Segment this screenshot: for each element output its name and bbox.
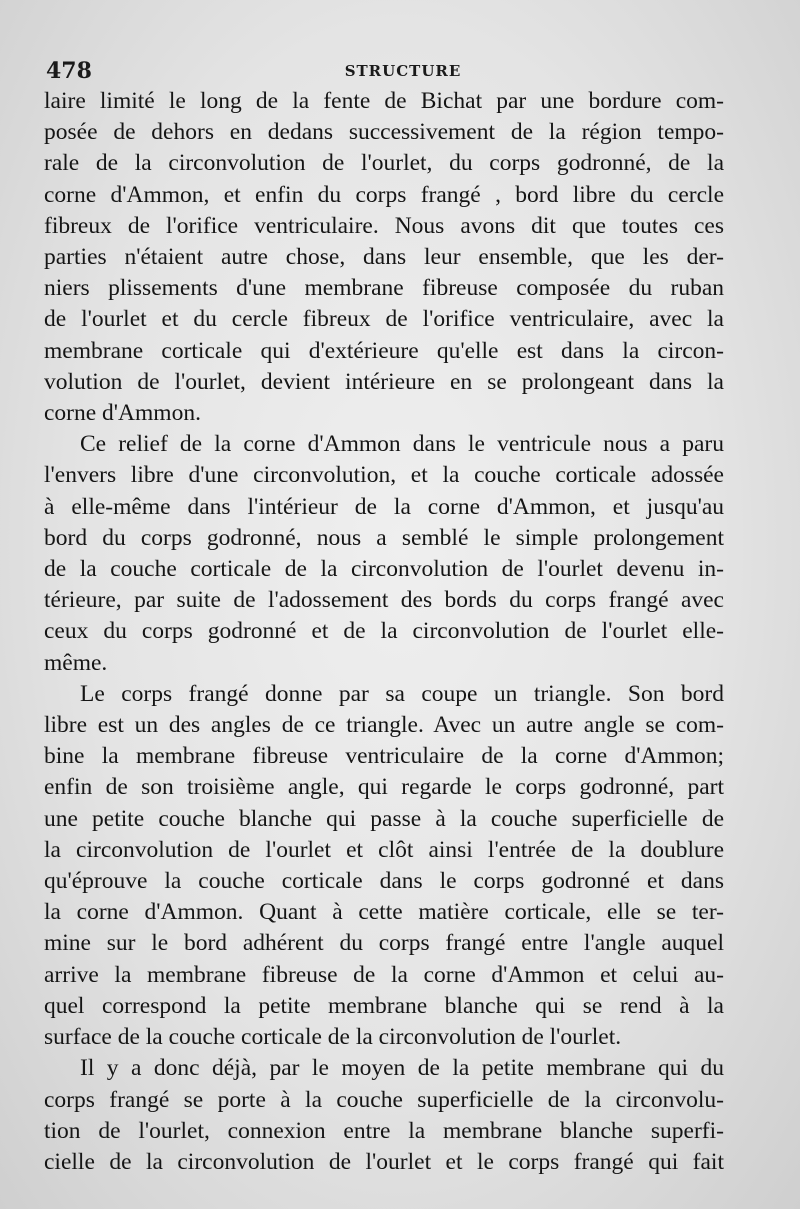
text-line: tion de l'ourlet, connexion entre la membrane blanche superfi- <box>44 1117 724 1144</box>
page-header <box>46 58 760 88</box>
text-line: Il y a donc déjà, par le moyen de la petite membrane qui du <box>80 1055 724 1082</box>
text-line: bord du corps godronné, nous a semblé le simple prolongement <box>44 524 724 551</box>
text-line: corne d'Ammon. <box>44 400 201 427</box>
text-line: qu'éprouve la couche corticale dans le corps godronné et dans <box>44 868 724 895</box>
paragraph <box>44 429 724 679</box>
text-line: de l'ourlet et du cercle fibreux de l'orifice ventriculaire, avec la <box>44 306 724 333</box>
running-head: STRUCTURE <box>344 62 462 80</box>
text-line: même. <box>44 649 108 676</box>
text-line: posée de dehors en dedans successivement de la région tempo- <box>44 119 724 146</box>
text-line: laire limité le long de la fente de Bichat par une bordure com- <box>44 88 724 114</box>
text-line: corne d'Ammon, et enfin du corps frangé , bord libre du cercle <box>44 181 724 208</box>
text-line: libre est un des angles de ce triangle. Avec un autre angle se com- <box>44 712 724 739</box>
text-line: volution de l'ourlet, devient intérieure en se prolongeant dans la <box>44 368 724 395</box>
text-line: cielle de la circonvolution de l'ourlet et le corps frangé qui fait <box>44 1148 724 1175</box>
paragraph <box>44 679 724 1053</box>
text-line: arrive la membrane fibreuse de la corne d'Ammon et celui au- <box>44 961 724 988</box>
text-line: térieure, par suite de l'adossement des bords du corps frangé avec <box>44 587 724 614</box>
text-line: quel correspond la petite membrane blanche qui se rend à la <box>44 992 724 1019</box>
text-line: surface de la couche corticale de la circonvolution de l'ourlet. <box>44 1024 622 1051</box>
paragraph <box>44 86 724 429</box>
text-line: Le corps frangé donne par sa coupe un triangle. Son bord <box>80 680 724 707</box>
text-line: une petite couche blanche qui passe à la couche superficielle de <box>44 805 724 832</box>
text-line: la circonvolution de l'ourlet et clôt ainsi l'entrée de la doublure <box>44 836 724 863</box>
text-line: Ce relief de la corne d'Ammon dans le ventricule nous a paru <box>80 431 724 458</box>
text-line: de la couche corticale de la circonvolution de l'ourlet devenu in- <box>44 556 724 583</box>
text-line: parties n'étaient autre chose, dans leur ensemble, que les der- <box>44 244 724 271</box>
text-line: ceux du corps godronné et de la circonvolution de l'ourlet elle- <box>44 618 724 645</box>
paragraph <box>44 1053 724 1178</box>
text-line: l'envers libre d'une circonvolution, et la couche corticale adossée <box>44 462 724 489</box>
text-line: rale de la circonvolution de l'ourlet, du corps godronné, de la <box>44 150 724 177</box>
text-line: fibreux de l'orifice ventriculaire. Nous avons dit que toutes ces <box>44 212 724 239</box>
body-text <box>44 86 724 1178</box>
text-line: la corne d'Ammon. Quant à cette matière corticale, elle se ter- <box>44 899 724 926</box>
text-line: bine la membrane fibreuse ventriculaire de la corne d'Ammon; <box>44 743 724 770</box>
text-line: à elle-même dans l'intérieur de la corne d'Ammon, et jusqu'au <box>44 493 724 520</box>
text-line: mine sur le bord adhérent du corps frangé entre l'angle auquel <box>44 930 724 957</box>
text-line: membrane corticale qui d'extérieure qu'elle est dans la circon- <box>44 337 724 364</box>
text-line: corps frangé se porte à la couche superficielle de la circonvolu- <box>44 1086 724 1113</box>
page-number: 478 <box>46 58 92 84</box>
text-line: enfin de son troisième angle, qui regarde le corps godronné, part <box>44 774 724 801</box>
text-line: niers plissements d'une membrane fibreuse composée du ruban <box>44 275 724 302</box>
